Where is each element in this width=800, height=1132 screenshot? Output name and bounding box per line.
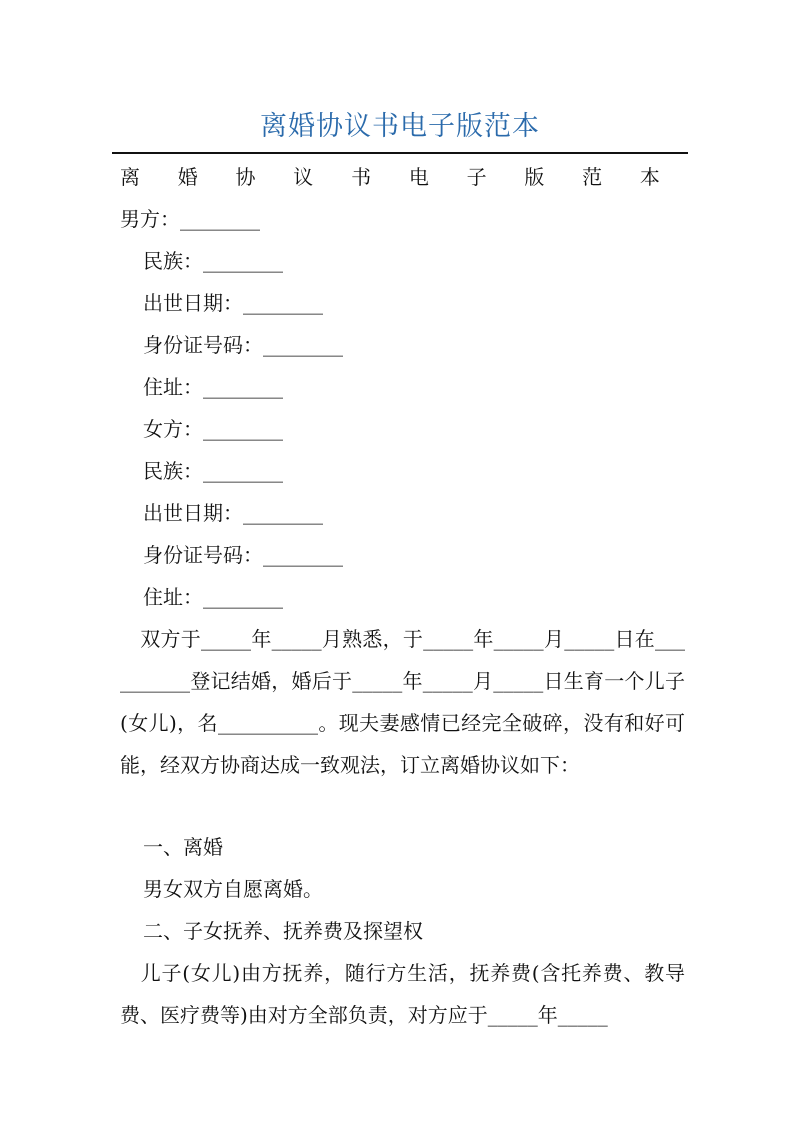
spaced-title-char: 本 [639,165,660,189]
document-title: 离婚协议书电子版范本 [260,111,540,142]
female-address: 住址：________ [143,585,283,609]
spaced-title-char: 书 [351,165,372,189]
spaced-title-char: 范 [582,165,603,189]
spaced-title-char: 子 [466,165,487,189]
spaced-title-char: 协 [235,165,256,189]
female-birth-date: 出世日期：________ [143,501,323,525]
male-id-number: 身份证号码：________ [143,333,343,357]
spaced-title [120,162,660,192]
female-label: 女方：________ [143,417,283,441]
female-id-number: 身份证号码：________ [143,543,343,567]
section2-heading: 二、子女抚养、抚养费及探望权 [143,919,423,943]
title-divider [112,152,688,154]
male-label: 男方：________ [120,207,260,231]
spaced-title-char: 婚 [177,165,198,189]
section1-heading: 一、离婚 [143,835,223,859]
male-birth-date: 出世日期：________ [143,291,323,315]
section2-body: 儿子(女儿)由方抚养，随行方生活，抚养费(含托养费、教导费、医疗费等)由对方全部负责，对方应于_____年_____ [120,961,685,1027]
spaced-title-char: 版 [524,165,545,189]
female-ethnicity: 民族：________ [143,459,283,483]
section1-body: 男女双方自愿离婚。 [143,877,323,901]
intro-paragraph: 双方于_____年_____月熟悉，于_____年_____月_____日在__________登记结婚，婚后于_____年_____月_____日生育一个儿子(女儿)，名__________。现夫妻感情已经完全破碎，没有和好可能，经双方协商达成一致观法，订立离婚协议如下： [120,627,685,777]
spaced-title-char: 离 [120,165,140,189]
male-ethnicity: 民族：________ [143,249,283,273]
spaced-title-char: 议 [293,165,314,189]
spaced-title-char: 电 [408,165,429,189]
male-address: 住址：________ [143,375,283,399]
